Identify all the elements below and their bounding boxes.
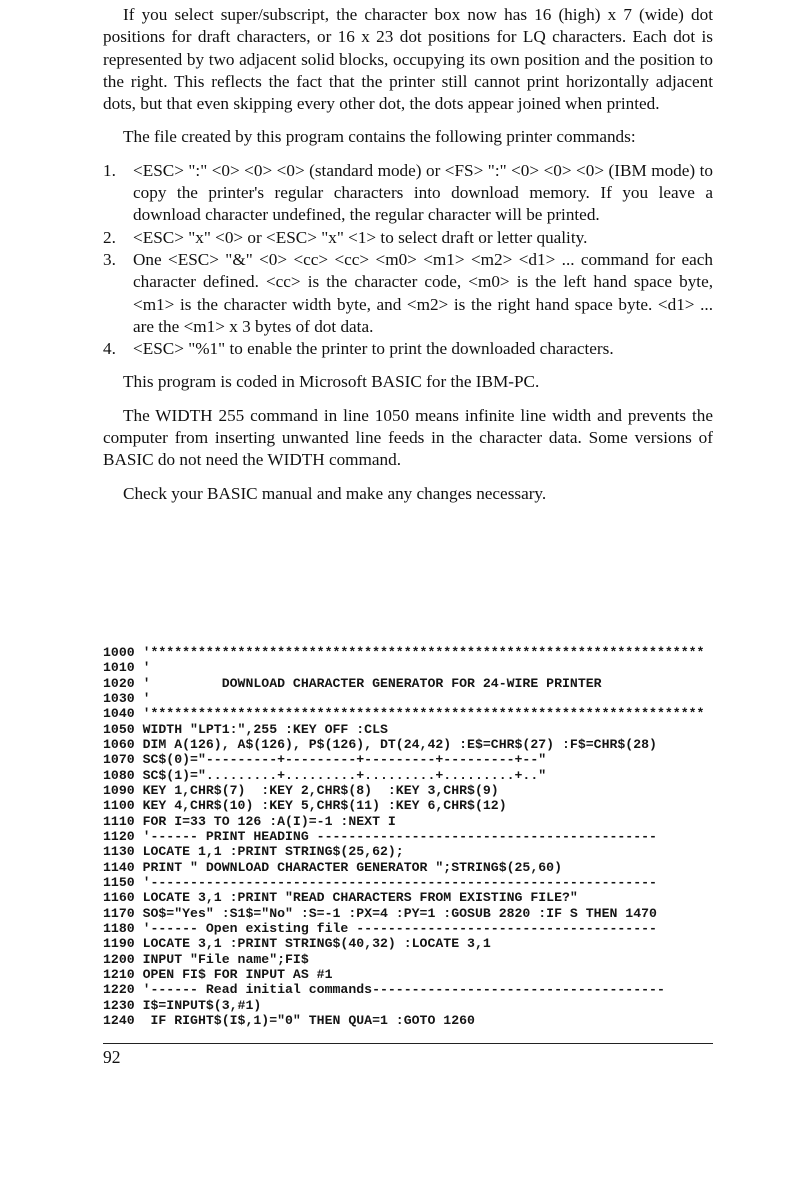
paragraph-check-manual: Check your BASIC manual and make any changes necessary. — [123, 483, 547, 503]
paragraph-superscript: If you select super/subscript, the character box now has 16 (high) x 7 (wide) dot positions for draft characters, or 16 x 23 dot positions for LQ characters. Each dot is represented by two adjacent solid blocks, occupying its own position and the position to the right. This reflects the fact that the printer still cannot print horizontally adjacent dots, but that even skipping every other dot, the dots appear joined when printed. — [103, 5, 713, 114]
code-line: 1080 SC$(1)=".........+.........+.........+.........+.." — [103, 767, 547, 783]
list-item — [103, 227, 713, 249]
list-number: 3. — [103, 249, 116, 269]
code-line: 1160 LOCATE 3,1 :PRINT "READ CHARACTERS FROM EXISTING FILE?" — [103, 890, 578, 906]
code-line: 1020 ' DOWNLOAD CHARACTER GENERATOR FOR 24-WIRE PRINTER — [103, 675, 602, 691]
code-line: 1000 '********************************************************************** — [103, 645, 705, 660]
code-line: 1200 INPUT "File name";FI$ — [103, 951, 309, 967]
code-listing — [103, 645, 723, 1028]
code-line: 1220 '------ Read initial commands------------------------------------- — [103, 982, 665, 998]
paragraph-basic: This program is coded in Microsoft BASIC for the IBM-PC. — [123, 372, 540, 392]
code-line: 1180 '------ Open existing file -------------------------------------- — [103, 920, 657, 936]
code-line: 1040 '********************************************************************** — [103, 706, 705, 722]
code-line: 1130 LOCATE 1,1 :PRINT STRING$(25,62); — [103, 844, 404, 860]
paragraph-width: The WIDTH 255 command in line 1050 means infinite line width and prevents the computer from inserting unwanted line feeds in the character data. Some versions of BASIC do not need the WIDTH command. — [103, 405, 713, 470]
code-line: 1050 WIDTH "LPT1:",255 :KEY OFF :CLS — [103, 721, 388, 737]
code-line: 1100 KEY 4,CHR$(10) :KEY 5,CHR$(11) :KEY 6,CHR$(12) — [103, 798, 507, 814]
code-line: 1030 ' — [103, 690, 151, 706]
list-text: <ESC> "x" <0> or <ESC> "x" <1> to select draft or letter quality. — [133, 227, 588, 247]
body-text — [103, 4, 713, 505]
code-line: 1170 SO$="Yes" :S1$="No" :S=-1 :PX=4 :PY=1 :GOSUB 2820 :IF S THEN 1470 — [103, 905, 657, 921]
footer-rule — [103, 1043, 713, 1044]
list-item — [103, 338, 713, 360]
code-line: 1210 OPEN FI$ FOR INPUT AS #1 — [103, 966, 333, 982]
paragraph-file-commands: The file created by this program contains the following printer commands: — [123, 127, 636, 147]
list-number: 2. — [103, 227, 116, 247]
list-text: One <ESC> "&" <0> <cc> <cc> <m0> <m1> <m2> <d1> ... command for each character defined. <cc> is the character code, <m0> is the left hand space byte, <m1> is the character width byte, and <m2> is the right hand space byte. <d1> ... are the <m1> x 3 bytes of dot data. — [133, 249, 713, 336]
list-text: <ESC> ":" <0> <0> <0> (standard mode) or <FS> ":" <0> <0> <0> (IBM mode) to copy the printer's regular characters into download memory. If you leave a download character undefined, the regular character will be printed. — [133, 160, 713, 225]
code-line: 1090 KEY 1,CHR$(7) :KEY 2,CHR$(8) :KEY 3,CHR$(9) — [103, 782, 499, 798]
code-line: 1010 ' — [103, 660, 151, 676]
code-line: 1110 FOR I=33 TO 126 :A(I)=-1 :NEXT I — [103, 813, 396, 829]
page-number: 92 — [103, 1047, 121, 1067]
list-number: 1. — [103, 160, 116, 180]
code-line: 1120 '------ PRINT HEADING ------------------------------------------- — [103, 828, 657, 844]
command-list — [103, 160, 713, 361]
code-line: 1070 SC$(0)="---------+---------+---------+---------+--" — [103, 752, 547, 768]
list-number: 4. — [103, 339, 116, 359]
code-line: 1190 LOCATE 3,1 :PRINT STRING$(40,32) :LOCATE 3,1 — [103, 936, 491, 952]
code-line: 1150 '---------------------------------------------------------------- — [103, 874, 657, 890]
code-line: 1240 IF RIGHT$(I$,1)="0" THEN QUA=1 :GOTO 1260 — [103, 1012, 475, 1028]
code-line: 1060 DIM A(126), A$(126), P$(126), DT(24,42) :E$=CHR$(27) :F$=CHR$(28) — [103, 736, 657, 752]
list-text: <ESC> "%1" to enable the printer to print the downloaded characters. — [133, 339, 614, 359]
list-item — [103, 160, 713, 227]
list-item — [103, 249, 713, 338]
code-line: 1230 I$=INPUT$(3,#1) — [103, 997, 262, 1013]
code-line: 1140 PRINT " DOWNLOAD CHARACTER GENERATOR ";STRING$(25,60) — [103, 859, 562, 875]
